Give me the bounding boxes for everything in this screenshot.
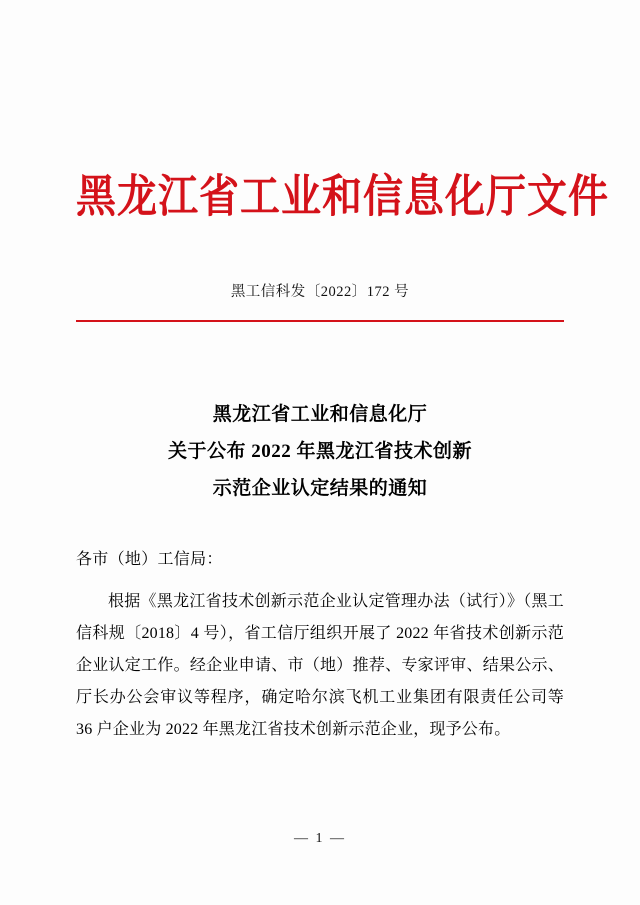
document-number: 黑工信科发〔2022〕172 号 <box>230 284 410 300</box>
document-title-line-3: 示范企业认定结果的通知 <box>212 478 428 500</box>
salutation: 各市（地）工信局： <box>76 551 223 569</box>
body-paragraph-1: 根据《黑龙江省技术创新示范企业认定管理办法（试行）》（黑工信科规〔2018〕4 号），省工信厅组织开展了 2022 年省技术创新示范企业认定工作。经企业申请、市（地）推荐、专家评审、结果公示、厅长办公会审议等程序，确定哈尔滨飞机工业集团有限责任公司等 36 户企业为 2022 年黑龙江省技术创新示范企业，现予公布。 <box>76 592 564 738</box>
document-header <box>76 170 609 222</box>
page-number: — 1 — <box>294 831 346 846</box>
red-divider-rule <box>76 320 564 322</box>
document-title-line-1: 黑龙江省工业和信息化厅 <box>212 404 428 425</box>
document-title <box>76 396 564 507</box>
issuing-authority-title: 黑龙江省工业和信息化厅文件 <box>76 171 609 222</box>
document-title-line-2: 关于公布 2022 年黑龙江省技术创新 <box>167 441 472 463</box>
